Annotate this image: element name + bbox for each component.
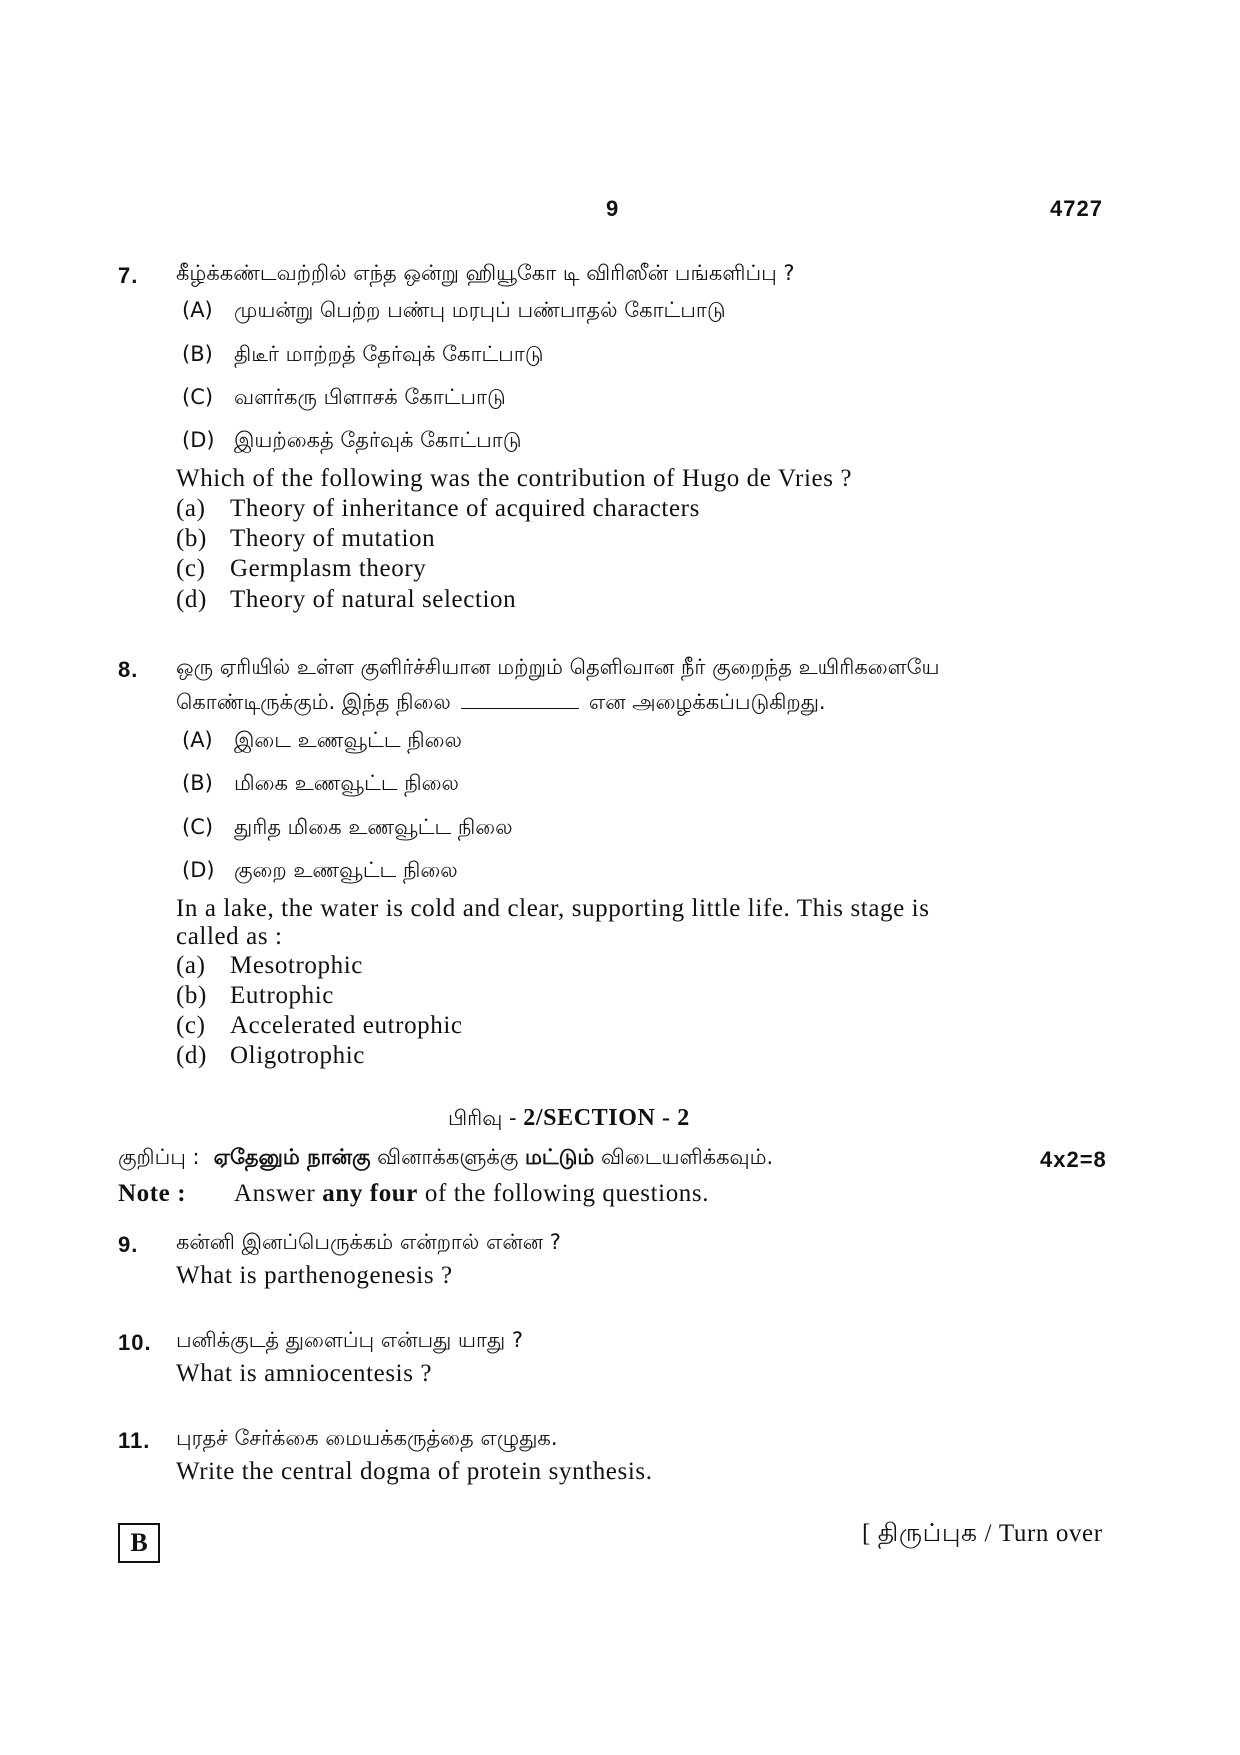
q9-english-question: What is parthenogenesis ? bbox=[176, 1262, 453, 1289]
q7-english-option-a: (a) Theory of inheritance of acquired characters bbox=[176, 495, 700, 522]
q8-english-option-a: (a) Mesotrophic bbox=[176, 952, 363, 979]
q8-tamil-option-a: (A) இடை உணவூட்ட நிலை bbox=[182, 728, 462, 752]
note-english: Note : Answer any four of the following questions. bbox=[118, 1180, 710, 1207]
q8-english-option-c: (c) Accelerated eutrophic bbox=[176, 1012, 463, 1039]
answer-blank bbox=[461, 690, 579, 709]
q7-tamil-question: கீழ்க்கண்டவற்றில் எந்த ஒன்று ஹியூகோ டி விரிஸீன் பங்களிப்பு ? bbox=[176, 261, 795, 285]
q8-english-question-line2: called as : bbox=[176, 923, 283, 950]
question-number-11: 11. bbox=[118, 1428, 151, 1453]
q8-english-question-line1: In a lake, the water is cold and clear, supporting little life. This stage is bbox=[176, 895, 930, 922]
q7-tamil-option-b: (B) திடீர் மாற்றத் தேர்வுக் கோட்பாடு bbox=[182, 342, 544, 366]
q10-tamil-question: பனிக்குடத் துளைப்பு என்பது யாது ? bbox=[176, 1328, 524, 1352]
question-number-8: 8. bbox=[118, 657, 139, 682]
q11-tamil-question: புரதச் சேர்க்கை மையக்கருத்தை எழுதுக. bbox=[176, 1426, 558, 1450]
q8-tamil-question-line1: ஒரு ஏரியில் உள்ள குளிர்ச்சியான மற்றும் தெளிவான நீர் குறைந்த உயிரிகளையே bbox=[176, 655, 940, 679]
q9-tamil-question: கன்னி இனப்பெருக்கம் என்றால் என்ன ? bbox=[176, 1230, 561, 1254]
q8-tamil-question-line2: கொண்டிருக்கும். இந்த நிலை என அழைக்கப்படுகிறது. bbox=[176, 690, 826, 714]
question-number-10: 10. bbox=[118, 1330, 152, 1355]
q7-english-option-c: (c) Germplasm theory bbox=[176, 555, 427, 582]
q7-tamil-option-a: (A) முயன்று பெற்ற பண்பு மரபுப் பண்பாதல் கோட்பாடு bbox=[182, 298, 726, 322]
paper-code: 4727 bbox=[1050, 196, 1103, 221]
section-title: பிரிவு - 2/SECTION - 2 bbox=[448, 1105, 690, 1131]
booklet-series-box: B bbox=[118, 1523, 160, 1563]
q7-tamil-option-d: (D) இயற்கைத் தேர்வுக் கோட்பாடு bbox=[182, 428, 522, 452]
turn-over-label: [ திருப்புக / Turn over bbox=[862, 1520, 1103, 1547]
q7-tamil-option-c: (C) வளர்கரு பிளாசக் கோட்பாடு bbox=[182, 385, 506, 409]
section-marks: 4x2=8 bbox=[1040, 1147, 1107, 1172]
q8-english-option-d: (d) Oligotrophic bbox=[176, 1042, 365, 1069]
question-number-7: 7. bbox=[118, 263, 139, 288]
q7-english-question: Which of the following was the contribution of Hugo de Vries ? bbox=[176, 465, 853, 492]
q10-english-question: What is amniocentesis ? bbox=[176, 1360, 433, 1387]
note-tamil: குறிப்பு : ஏதேனும் நான்கு வினாக்களுக்கு மட்டும் விடையளிக்கவும். bbox=[118, 1145, 774, 1169]
q8-tamil-option-c: (C) துரித மிகை உணவூட்ட நிலை bbox=[182, 815, 513, 839]
page-number: 9 bbox=[606, 196, 620, 221]
q8-tamil-option-b: (B) மிகை உணவூட்ட நிலை bbox=[182, 771, 459, 795]
q8-english-option-b: (b) Eutrophic bbox=[176, 982, 334, 1009]
q7-english-option-d: (d) Theory of natural selection bbox=[176, 586, 517, 613]
q7-english-option-b: (b) Theory of mutation bbox=[176, 525, 436, 552]
q8-tamil-option-d: (D) குறை உணவூட்ட நிலை bbox=[182, 858, 458, 882]
question-number-9: 9. bbox=[118, 1232, 139, 1257]
q11-english-question: Write the central dogma of protein synthesis. bbox=[176, 1458, 653, 1485]
